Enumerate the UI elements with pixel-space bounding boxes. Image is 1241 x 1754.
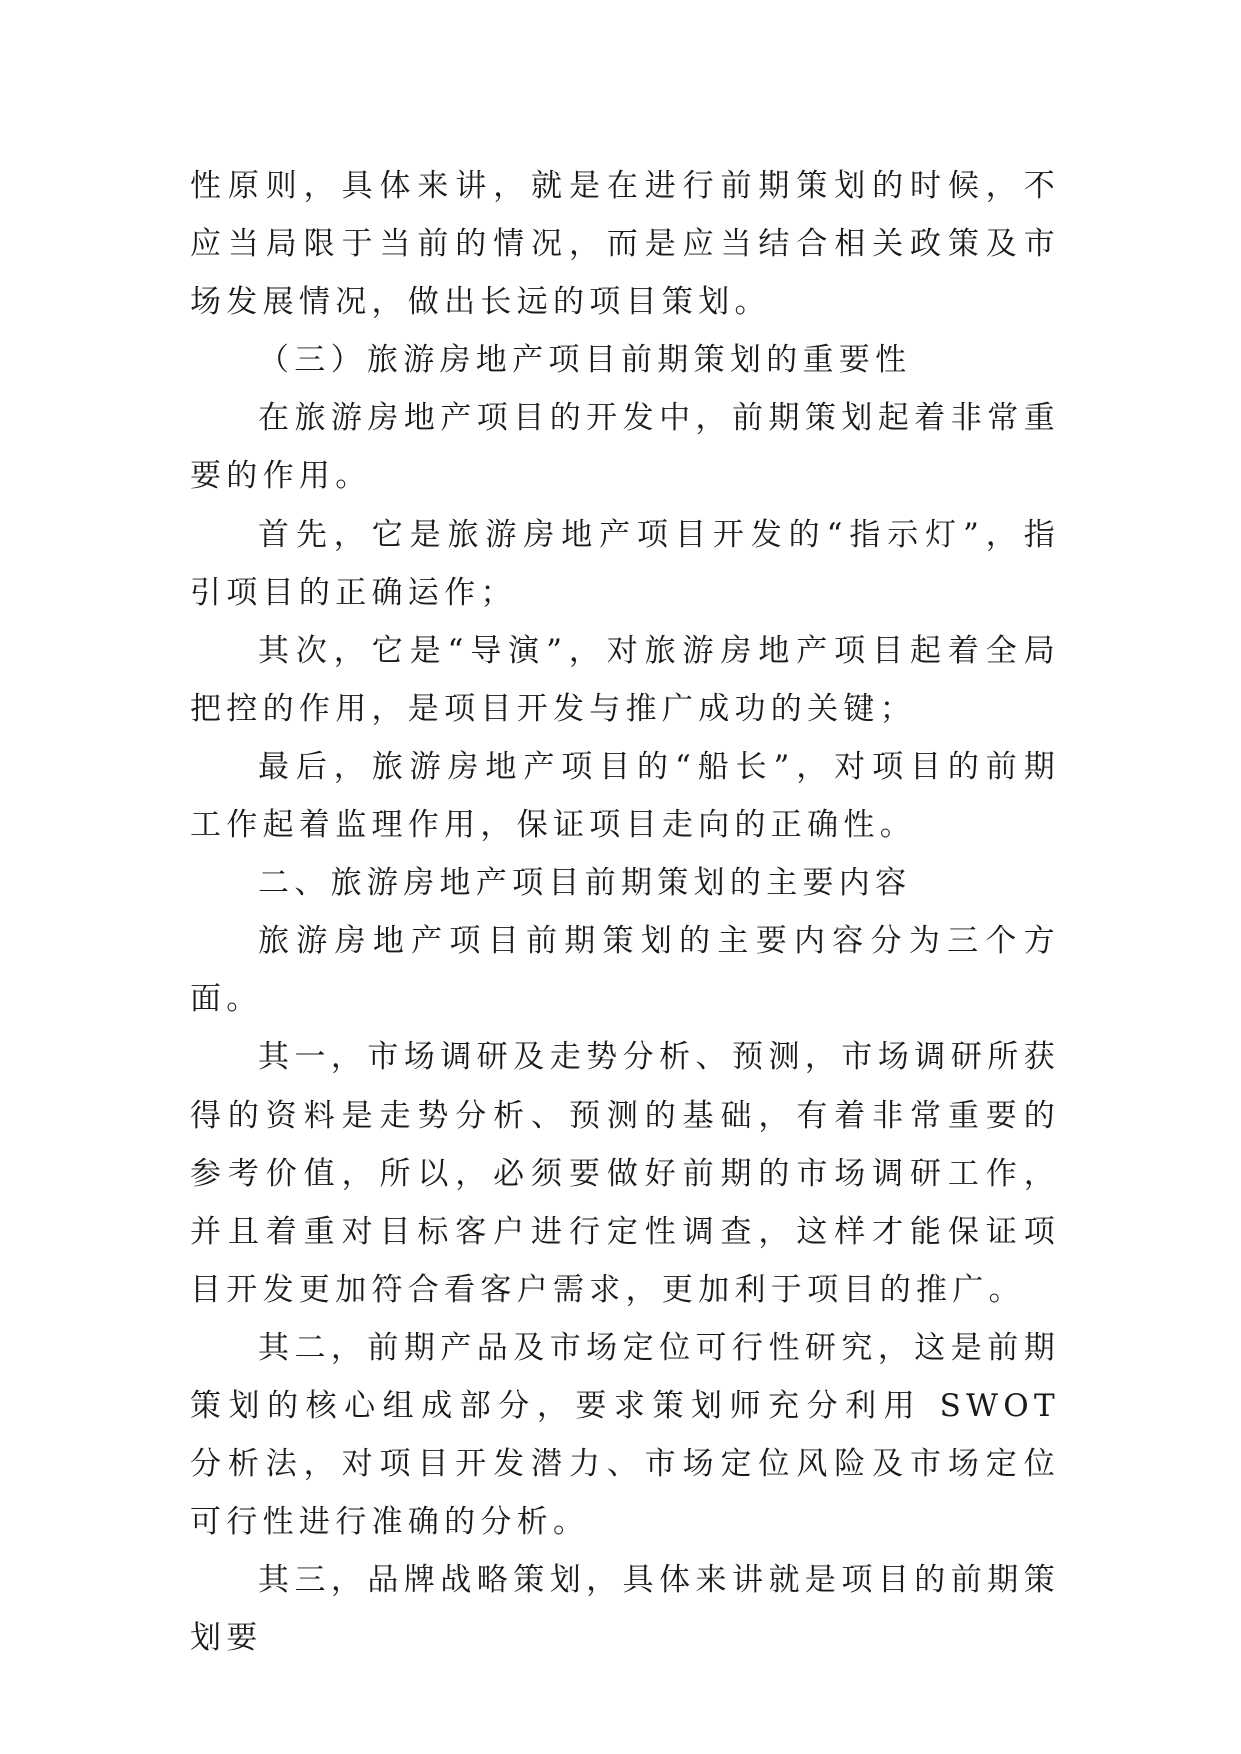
paragraph-first-point: 首先，它是旅游房地产项目开发的“指示灯”，指引项目的正确运作；: [190, 516, 1060, 611]
paragraph-second-point: 其次，它是“导演”，对旅游房地产项目起着全局把控的作用，是项目开发与推广成功的关键；: [190, 632, 1060, 727]
paragraph-aspect-three: 其三，品牌战略策划，具体来讲就是项目的前期策划要: [190, 1562, 1060, 1657]
paragraph-aspect-two: 其二，前期产品及市场定位可行性研究，这是前期策划的核心组成部分，要求策划师充分利用 SWOT 分析法，对项目开发潜力、市场定位风险及市场定位可行性进行准确的分析。: [190, 1329, 1060, 1541]
body-text: [190, 157, 1060, 1667]
paragraph-aspect-one: 其一，市场调研及走势分析、预测，市场调研所获得的资料是走势分析、预测的基础，有着非常重要的参考价值，所以，必须要做好前期的市场调研工作，并且着重对目标客户进行定性调查，这样才能保证项目开发更加符合看客户需求，更加利于项目的推广。: [190, 1039, 1060, 1308]
paragraph-third-point: 最后，旅游房地产项目的“船长”，对项目的前期工作起着监理作用，保证项目走向的正确性。: [190, 748, 1060, 844]
paragraph-main-content-intro: 旅游房地产项目前期策划的主要内容分为三个方面。: [190, 923, 1060, 1018]
paragraph-importance-intro: 在旅游房地产项目的开发中，前期策划起着非常重要的作用。: [190, 400, 1060, 495]
section-heading-importance: （三）旅游房地产项目前期策划的重要性: [258, 342, 912, 379]
section-heading-main-content: 二、旅游房地产项目前期策划的主要内容: [258, 865, 912, 902]
paragraph-continuation: 性原则，具体来讲，就是在进行前期策划的时候，不应当局限于当前的情况，而是应当结合相关政策及市场发展情况，做出长远的项目策划。: [190, 168, 1060, 321]
